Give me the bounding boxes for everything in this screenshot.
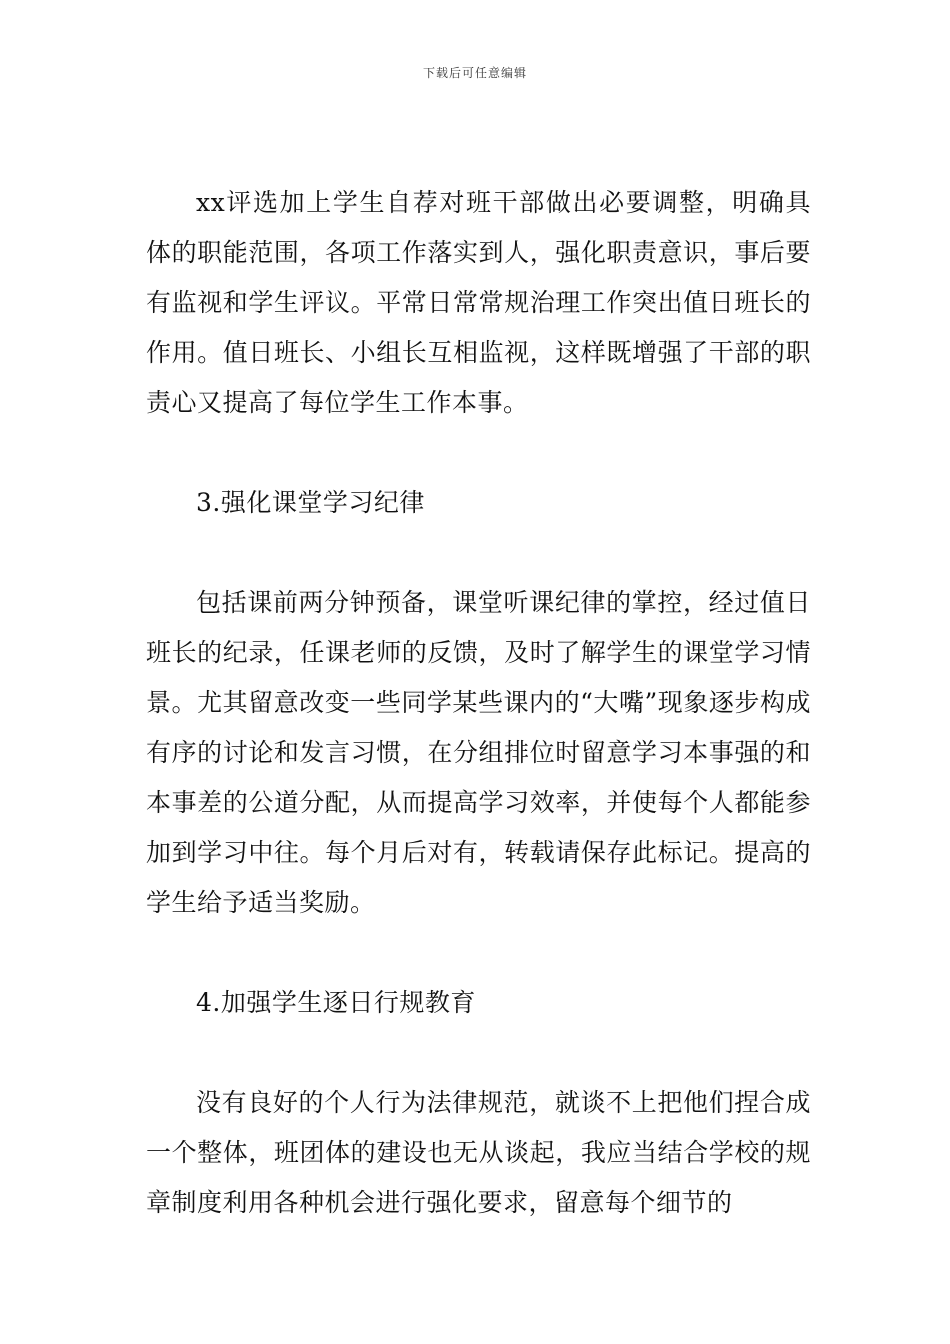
paragraph-gap xyxy=(146,528,811,578)
document-body xyxy=(146,178,811,1228)
paragraph-class-cadre-adjustment: xx评选加上学生自荐对班干部做出必要调整，明确具体的职能范围，各项工作落实到人，强化职责意识，事后要有监视和学生评议。平常日常常规治理工作突出值日班长的作用。值日班长、小组长互相监视，这样既增强了干部的职责心又提高了每位学生工作本事。 xyxy=(146,188,811,417)
section-heading-daily-conduct: 4.加强学生逐日行规教育 xyxy=(196,988,476,1017)
paragraph-gap xyxy=(146,428,811,478)
paragraph-classroom-discipline: 包括课前两分钟预备，课堂听课纪律的掌控，经过值日班长的纪录，任课老师的反馈，及时了解学生的课堂学习情景。尤其留意改变一些同学某些课内的“大嘴”现象逐步构成有序的讨论和发言习惯，在分组排位时留意学习本事强的和本事差的公道分配，从而提高学习效率，并使每个人都能参加到学习中往。每个月后对有，转载请保存此标记。提高的学生给予适当奖励。 xyxy=(146,588,811,917)
paragraph-gap xyxy=(146,928,811,978)
page-header: 下载后可任意编辑 xyxy=(422,66,527,80)
section-heading-classroom-discipline: 3.强化课堂学习纪律 xyxy=(196,488,425,517)
paragraph-gap xyxy=(146,1028,811,1078)
paragraph-daily-conduct: 没有良好的个人行为法律规范，就谈不上把他们捏合成一个整体，班团体的建设也无从谈起，我应当结合学校的规章制度利用各种机会进行强化要求，留意每个细节的 xyxy=(146,1088,811,1217)
